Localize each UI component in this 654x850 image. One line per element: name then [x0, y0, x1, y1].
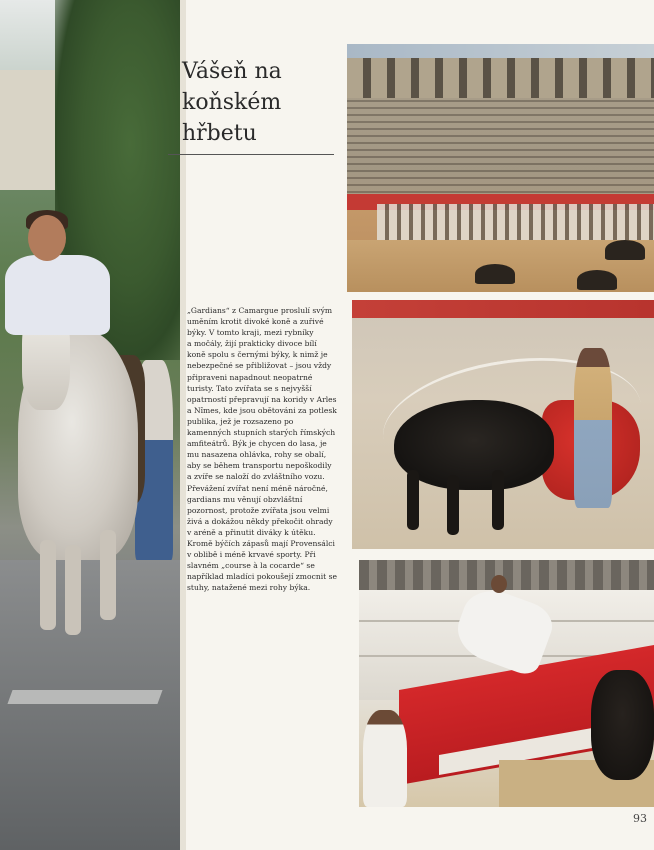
body-line: „Gardians“ z Camargue proslulí svým [187, 306, 333, 315]
body-line: kamenných stupních starých římských [187, 428, 336, 438]
photo-amphitheatre-arches [347, 58, 654, 98]
body-line: publika, jež je rozsazeno po [187, 416, 294, 426]
photo-horse-leg [40, 540, 56, 630]
photo-arena-riders [347, 44, 654, 292]
body-line: gardians mu věnují obzvláštní [187, 494, 303, 504]
photo-matador [574, 348, 612, 508]
body-line: a močály, žijí prakticky divoce bílí [187, 339, 317, 349]
photo-spectator-hat [475, 264, 515, 284]
photo-gardian-on-horse [0, 0, 180, 850]
title-line: koňském [182, 90, 282, 115]
page-title [182, 56, 332, 149]
photo-road-marking [7, 690, 162, 704]
body-line: stuhy, natažené mezi rohy býka. [187, 583, 311, 593]
photo-horse-leg [65, 545, 81, 635]
title-rule [168, 154, 334, 155]
body-line: například mladíci pokoušejí zmocnit se [187, 572, 337, 582]
body-text [187, 305, 357, 593]
title-line: Vášeň na [182, 59, 282, 84]
photo-bull-leg [447, 475, 459, 535]
body-line: uměním krotit divoké koně a zuřivé [187, 317, 324, 327]
photo-black-bull [591, 670, 654, 780]
body-line: turisty. Tato zvířata se s nejvyšší [187, 383, 312, 393]
body-line: amfiteátrů. Býk je chycen do lasa, je [187, 439, 327, 449]
photo-bull-leg [407, 470, 419, 530]
photo-horse-leg [100, 530, 116, 620]
body-line: nebezpečné se přibližovat – jsou vždy [187, 361, 332, 371]
body-line: koně spolu s černými býky, k nimž je [187, 350, 328, 360]
body-line: a Nîmes, kde jsou obětováni za potlesk [187, 405, 337, 415]
body-line: mu nasazena ohlávka, rohy se obalí, [187, 450, 327, 460]
body-line: a zvíře se naloží do zvláštního vozu. [187, 472, 325, 482]
body-line: opatrností přepravují na koridy v Arles [187, 394, 337, 404]
photo-horse-riders [377, 204, 654, 240]
photo-bull-jump [359, 560, 654, 807]
page-number: 93 [633, 812, 647, 825]
photo-red-wall [352, 300, 654, 318]
photo-man-in-white [363, 710, 407, 807]
body-line: pozornost, protože zvířata jsou velmi [187, 505, 330, 515]
photo-rider [5, 255, 110, 335]
photo-rider-head [28, 215, 66, 261]
body-line: slavném „course à la cocarde“ se [187, 561, 315, 571]
body-line: připraveni napadnout neopatrné [187, 372, 313, 382]
title-line: hřbetu [182, 121, 257, 146]
body-line: v aréně a přinutit diváky k útěku. [187, 527, 316, 537]
photo-jumper-head [491, 575, 507, 593]
photo-road [0, 560, 180, 850]
photo-matador-and-bull [352, 300, 654, 549]
body-line: býky. V tomto kraji, mezi rybníky [187, 328, 314, 338]
body-line: živá a dokážou někdy překočit ohrady [187, 516, 333, 526]
body-line: Kromě býčích zápasů mají Provensálci [187, 538, 335, 548]
photo-spectator-hat [605, 240, 645, 260]
photo-bull-leg [492, 470, 504, 530]
photo-spectator-hat [577, 270, 617, 290]
body-line: aby se během transportu nepoškodily [187, 461, 332, 471]
photo-crowd-stands [347, 98, 654, 198]
body-line: Převážení zvířat není méně náročné, [187, 483, 328, 493]
body-line: v oblibě i méně krvavé sporty. Při [187, 550, 316, 560]
